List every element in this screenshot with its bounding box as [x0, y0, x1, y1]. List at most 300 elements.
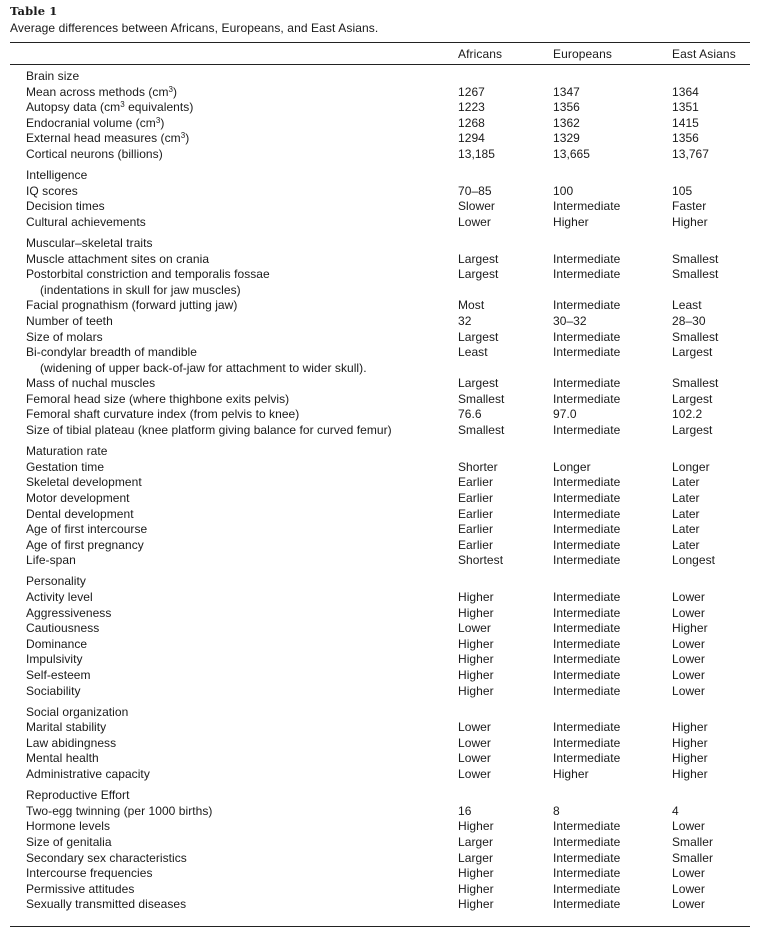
row-label [26, 606, 111, 622]
table-section [26, 69, 750, 163]
table-section [26, 705, 750, 783]
row-label [26, 767, 150, 783]
row-label [26, 131, 189, 147]
row-label [26, 851, 187, 867]
cell-europeans: Intermediate [553, 376, 621, 391]
row-label-text: External head measures (cm [26, 131, 181, 146]
cell-europeans: Intermediate [553, 553, 621, 568]
column-header-east-asians: East Asians [672, 47, 736, 61]
row-label [26, 882, 134, 898]
cell-east-asians: Higher [672, 621, 708, 636]
table-row [26, 751, 750, 767]
section-heading-row [26, 788, 750, 804]
row-label [26, 330, 103, 346]
table-row [26, 199, 750, 215]
row-label-text: Law abidingness [26, 735, 117, 750]
row-label [40, 361, 367, 377]
cell-east-asians: Longer [672, 459, 710, 474]
cell-africans: 13,185 [458, 146, 496, 161]
row-label-suffix: ) [173, 84, 178, 99]
cell-africans: Earlier [458, 537, 494, 552]
cell-east-asians: 28–30 [672, 313, 706, 328]
section-heading-row [26, 444, 750, 460]
row-label-text: Secondary sex characteristics [26, 850, 187, 865]
row-label [26, 252, 209, 268]
cell-africans: Higher [458, 590, 494, 604]
cell-africans: Shortest [458, 553, 504, 568]
cell-europeans: Intermediate [553, 506, 621, 521]
cell-africans: Higher [458, 636, 494, 651]
cell-east-asians: Later [672, 475, 700, 490]
table-row [26, 423, 750, 439]
row-label [26, 392, 289, 408]
table-row-continuation [26, 283, 750, 299]
row-label [26, 652, 83, 668]
table-row [26, 491, 750, 507]
row-label-text: Activity level [26, 590, 93, 604]
row-label [26, 298, 237, 314]
cell-east-asians: Lower [672, 652, 705, 667]
cell-east-asians: Smaller [672, 834, 714, 849]
cell-east-asians: Lower [672, 636, 705, 651]
row-label-text: (indentations in skull for jaw muscles) [40, 282, 241, 297]
row-label-text: Intercourse frequencies [26, 866, 153, 881]
table-row [26, 538, 750, 554]
cell-africans: Earlier [458, 490, 494, 505]
cell-africans: Largest [458, 251, 499, 266]
table-row [26, 553, 750, 569]
row-label-text: Bi-condylar breadth of mandible [26, 345, 197, 360]
cell-africans: Higher [458, 866, 494, 881]
table-row [26, 736, 750, 752]
cell-europeans: Intermediate [553, 834, 621, 849]
row-label-text: Cortical neurons (billions) [26, 146, 163, 161]
row-label [26, 553, 76, 569]
table-row [26, 819, 750, 835]
row-label [26, 345, 197, 361]
row-label-text: Marital stability [26, 720, 107, 735]
cell-east-asians: Lower [672, 866, 705, 881]
cell-africans: 1294 [458, 131, 485, 146]
cell-east-asians: Later [672, 506, 700, 521]
cell-africans: Largest [458, 267, 499, 282]
row-label-text: Age of first intercourse [26, 522, 148, 537]
row-label-text: Endocranial volume (cm [26, 115, 156, 130]
cell-africans: Earlier [458, 506, 494, 521]
row-label [26, 538, 144, 554]
cell-east-asians: Smallest [672, 376, 719, 391]
row-label-suffix: equivalents) [124, 100, 194, 115]
table-body [26, 69, 750, 918]
cell-africans: Most [458, 298, 485, 313]
row-label-suffix: ) [160, 115, 165, 130]
cell-europeans: Intermediate [553, 667, 621, 682]
row-label-text: Decision times [26, 199, 105, 214]
row-label-text: Cultural achievements [26, 214, 146, 229]
row-label-text: Permissive attitudes [26, 881, 135, 896]
row-label-superscript: 3 [155, 115, 161, 125]
row-label-text: Facial prognathism (forward jutting jaw) [26, 298, 238, 313]
row-label [40, 283, 241, 299]
cell-europeans: Higher [553, 214, 589, 229]
table-row [26, 720, 750, 736]
table-row-continuation [26, 361, 750, 377]
cell-africans: Shorter [458, 459, 498, 474]
cell-africans: Larger [458, 850, 493, 865]
table-row [26, 376, 750, 392]
row-label-superscript: 3 [120, 100, 125, 110]
cell-east-asians: 1351 [672, 100, 699, 115]
cell-africans: Largest [458, 329, 499, 344]
row-label-text: Aggressiveness [26, 605, 112, 620]
cell-africans: 1268 [458, 115, 485, 130]
table-row [26, 507, 750, 523]
cell-europeans: 8 [553, 803, 560, 818]
cell-europeans: Intermediate [553, 735, 621, 750]
row-label [26, 491, 130, 507]
cell-europeans: Intermediate [553, 881, 621, 896]
cell-east-asians: Lower [672, 897, 705, 912]
row-label-text: Postorbital constriction and temporalis fossae [26, 267, 270, 282]
cell-europeans: Intermediate [553, 590, 621, 604]
cell-east-asians: 13,767 [672, 146, 710, 161]
cell-africans: Higher [458, 667, 494, 682]
cell-europeans: Intermediate [553, 683, 621, 698]
row-label-text: Dominance [26, 636, 88, 651]
row-label-text: (widening of upper back-of-jaw for attachment to wider skull). [40, 360, 367, 375]
cell-europeans: Intermediate [553, 423, 621, 438]
cell-africans: 1223 [458, 100, 485, 115]
cell-europeans: 1329 [553, 131, 580, 146]
cell-east-asians: 1364 [672, 84, 699, 99]
row-label-text: Number of teeth [26, 313, 113, 328]
cell-africans: Higher [458, 819, 494, 834]
row-label [26, 314, 113, 330]
cell-africans: Earlier [458, 475, 494, 490]
section-heading-row [26, 705, 750, 721]
row-label-text: Self-esteem [26, 667, 91, 682]
row-label [26, 590, 93, 606]
row-label [26, 460, 104, 476]
cell-east-asians: Higher [672, 767, 708, 782]
row-label [26, 407, 299, 423]
cell-europeans: Intermediate [553, 605, 621, 620]
table-top-rule [10, 42, 750, 43]
table-row [26, 882, 750, 898]
table-row [26, 851, 750, 867]
cell-east-asians: Lower [672, 667, 705, 682]
cell-east-asians: Higher [672, 720, 708, 735]
row-label-text: Femoral head size (where thighbone exits pelvis) [26, 391, 290, 406]
cell-europeans: Intermediate [553, 621, 621, 636]
table-row [26, 330, 750, 346]
cell-east-asians: 102.2 [672, 407, 703, 422]
cell-east-asians: Largest [672, 423, 713, 438]
row-label [26, 475, 142, 491]
cell-africans: 1267 [458, 84, 485, 99]
table-section [26, 444, 750, 569]
table-bottom-rule [10, 926, 750, 927]
row-label [26, 184, 78, 200]
cell-africans: Lower [458, 735, 491, 750]
cell-east-asians: Largest [672, 345, 713, 360]
cell-europeans: 13,665 [553, 146, 591, 161]
cell-europeans: 97.0 [553, 407, 577, 422]
row-label-superscript: 3 [168, 84, 174, 94]
cell-east-asians: Longest [672, 553, 716, 568]
row-label-text: Two-egg twinning (per 1000 births) [26, 803, 213, 818]
row-label [26, 736, 116, 752]
row-label [26, 621, 99, 637]
column-header-europeans: Europeans [553, 47, 612, 61]
cell-africans: Earlier [458, 522, 494, 537]
row-label-text: IQ scores [26, 183, 78, 198]
cell-europeans: 1356 [553, 100, 580, 115]
table-header-rule [10, 64, 750, 65]
row-label-text: Size of molars [26, 329, 103, 344]
table-row [26, 298, 750, 314]
cell-europeans: 1347 [553, 84, 580, 99]
table-row [26, 116, 750, 132]
row-label [26, 751, 99, 767]
section-heading-row [26, 236, 750, 252]
cell-europeans: Longer [553, 459, 591, 474]
cell-africans: Lower [458, 751, 491, 766]
cell-east-asians: 105 [672, 183, 693, 198]
cell-europeans: Higher [553, 767, 589, 782]
table-row [26, 475, 750, 491]
cell-europeans: Intermediate [553, 475, 621, 490]
cell-east-asians: 1356 [672, 131, 699, 146]
row-label [26, 199, 105, 215]
cell-africans: 32 [458, 313, 472, 328]
table-row [26, 392, 750, 408]
cell-africans: Lower [458, 720, 491, 735]
section-heading-row [26, 574, 750, 590]
row-label [26, 507, 134, 523]
cell-africans: Larger [458, 834, 493, 849]
table-row [26, 897, 750, 913]
row-label-text: Skeletal development [26, 475, 142, 490]
row-label [26, 835, 112, 851]
row-label [26, 423, 392, 439]
row-label-text: Muscle attachment sites on crania [26, 251, 210, 266]
table-row [26, 767, 750, 783]
row-label-text: Mass of nuchal muscles [26, 376, 156, 391]
cell-europeans: Intermediate [553, 251, 621, 266]
cell-africans: Smallest [458, 423, 505, 438]
cell-africans: Slower [458, 199, 495, 214]
cell-east-asians: Faster [672, 199, 707, 214]
row-label [26, 147, 163, 163]
cell-africans: Higher [458, 683, 494, 698]
row-label-text: Motor development [26, 490, 130, 505]
row-label-text: Administrative capacity [26, 767, 150, 782]
section-heading: Reproductive Effort [26, 788, 130, 803]
table-row [26, 804, 750, 820]
table-row [26, 184, 750, 200]
row-label-text: Cautiousness [26, 621, 100, 636]
cell-europeans: Intermediate [553, 267, 621, 282]
cell-africans: Largest [458, 376, 499, 391]
column-header-africans: Africans [458, 47, 503, 61]
cell-europeans: Intermediate [553, 652, 621, 667]
row-label [26, 215, 146, 231]
cell-europeans: Intermediate [553, 636, 621, 651]
section-heading: Social organization [26, 704, 129, 719]
cell-africans: 76.6 [458, 407, 482, 422]
table-row [26, 668, 750, 684]
cell-africans: 16 [458, 803, 472, 818]
row-label [26, 819, 110, 835]
cell-europeans: Intermediate [553, 850, 621, 865]
row-label-text: Life-span [26, 553, 76, 568]
table-row [26, 131, 750, 147]
row-label-text: Mean across methods (cm [26, 84, 169, 99]
cell-east-asians: 4 [672, 803, 679, 818]
section-heading: Maturation rate [26, 444, 108, 459]
table-row [26, 606, 750, 622]
row-label-text: Mental health [26, 751, 99, 766]
cell-east-asians: Lower [672, 605, 705, 620]
row-label [26, 866, 153, 882]
cell-europeans: Intermediate [553, 751, 621, 766]
table-section [26, 168, 750, 230]
table-row [26, 835, 750, 851]
table-row [26, 147, 750, 163]
cell-africans: 70–85 [458, 183, 492, 198]
section-heading-row [26, 168, 750, 184]
row-label-text: Hormone levels [26, 819, 111, 834]
table-section [26, 236, 750, 439]
cell-europeans: 30–32 [553, 313, 587, 328]
row-label [26, 804, 212, 820]
table-row [26, 684, 750, 700]
cell-east-asians: 1415 [672, 115, 699, 130]
row-label [26, 668, 91, 684]
row-label-text: Impulsivity [26, 652, 83, 667]
row-label-text: Femoral shaft curvature index (from pelvis to knee) [26, 407, 300, 422]
cell-east-asians: Least [672, 298, 702, 313]
row-label [26, 897, 186, 913]
row-label-text: Sociability [26, 683, 81, 698]
table-section [26, 788, 750, 913]
row-label [26, 522, 147, 538]
table-row [26, 252, 750, 268]
table-row [26, 100, 750, 116]
row-label [26, 100, 193, 116]
cell-east-asians: Higher [672, 214, 708, 229]
row-label [26, 116, 164, 132]
cell-europeans: Intermediate [553, 720, 621, 735]
table-row [26, 267, 750, 283]
cell-east-asians: Lower [672, 881, 705, 896]
section-heading: Brain size [26, 69, 80, 83]
cell-africans: Lower [458, 214, 491, 229]
row-label [26, 85, 177, 101]
cell-east-asians: Lower [672, 683, 705, 698]
cell-europeans: Intermediate [553, 298, 621, 313]
section-heading: Intelligence [26, 168, 88, 183]
cell-europeans: Intermediate [553, 522, 621, 537]
table-row [26, 345, 750, 361]
row-label [26, 267, 270, 283]
table-row [26, 522, 750, 538]
cell-east-asians: Later [672, 490, 700, 505]
cell-east-asians: Higher [672, 751, 708, 766]
row-label-superscript: 3 [180, 131, 186, 141]
table-row [26, 85, 750, 101]
cell-africans: Lower [458, 621, 491, 636]
table-row [26, 866, 750, 882]
cell-europeans: Intermediate [553, 391, 621, 406]
cell-east-asians: Higher [672, 735, 708, 750]
cell-africans: Higher [458, 652, 494, 667]
row-label-text: Gestation time [26, 459, 105, 474]
cell-east-asians: Lower [672, 590, 705, 604]
cell-europeans: Intermediate [553, 329, 621, 344]
section-heading-row [26, 69, 750, 85]
section-heading: Muscular–skeletal traits [26, 235, 153, 250]
cell-east-asians: Smaller [672, 850, 714, 865]
table-row [26, 460, 750, 476]
cell-east-asians: Smallest [672, 251, 719, 266]
row-label-text: Sexually transmitted diseases [26, 897, 187, 912]
cell-east-asians: Smallest [672, 267, 719, 282]
table-row [26, 590, 750, 606]
cell-east-asians: Later [672, 537, 700, 552]
row-label [26, 720, 106, 736]
table-section [26, 574, 750, 699]
cell-africans: Higher [458, 605, 494, 620]
table-caption-text: Average differences between Africans, Europeans, and East Asians. [10, 21, 379, 35]
row-label [26, 637, 87, 653]
section-heading: Personality [26, 574, 86, 589]
cell-africans: Least [458, 345, 488, 360]
cell-east-asians: Lower [672, 819, 705, 834]
cell-europeans: Intermediate [553, 897, 621, 912]
cell-east-asians: Smallest [672, 329, 719, 344]
table-row [26, 215, 750, 231]
cell-africans: Higher [458, 897, 494, 912]
cell-east-asians: Largest [672, 391, 713, 406]
cell-europeans: Intermediate [553, 345, 621, 360]
row-label-suffix: ) [185, 131, 190, 146]
table-row [26, 652, 750, 668]
row-label-text: Age of first pregnancy [26, 537, 144, 552]
table-caption-label: Table 1 [10, 4, 58, 18]
table-row [26, 314, 750, 330]
cell-africans: Higher [458, 881, 494, 896]
cell-europeans: Intermediate [553, 819, 621, 834]
table-row [26, 407, 750, 423]
cell-europeans: Intermediate [553, 199, 621, 214]
table-row [26, 621, 750, 637]
cell-africans: Smallest [458, 391, 505, 406]
cell-europeans: Intermediate [553, 490, 621, 505]
cell-europeans: 100 [553, 183, 574, 198]
cell-europeans: Intermediate [553, 866, 621, 881]
cell-east-asians: Later [672, 522, 700, 537]
cell-africans: Lower [458, 767, 491, 782]
table-row [26, 637, 750, 653]
row-label-text: Dental development [26, 506, 134, 521]
row-label-text: Size of genitalia [26, 834, 112, 849]
cell-europeans: 1362 [553, 115, 580, 130]
row-label-text: Autopsy data (cm [26, 100, 121, 115]
row-label-text: Size of tibial plateau (knee platform giving balance for curved femur) [26, 423, 392, 438]
row-label [26, 684, 81, 700]
